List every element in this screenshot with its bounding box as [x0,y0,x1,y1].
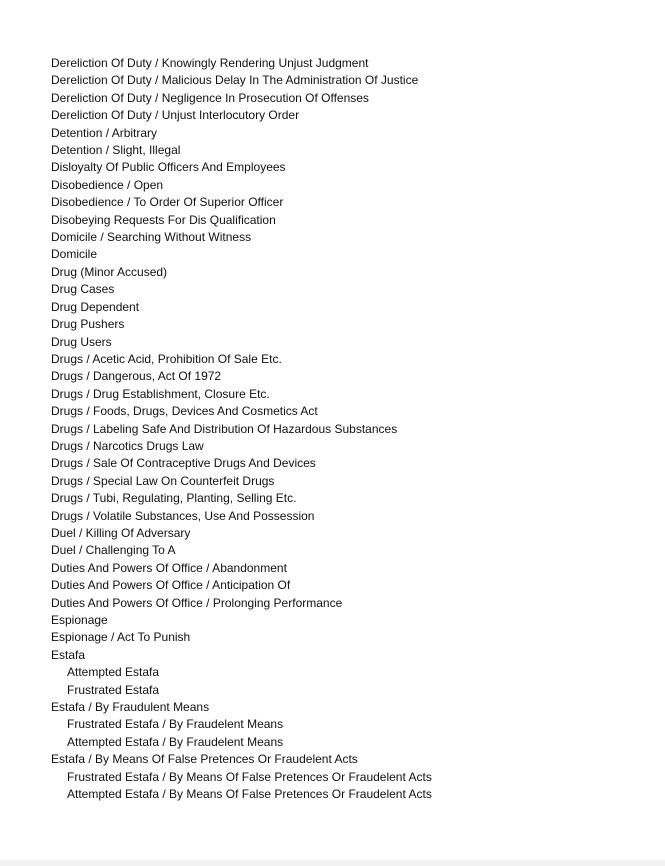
index-entry: Drugs / Dangerous, Act Of 1972 [51,369,222,384]
index-subentry: Attempted Estafa / By Fraudelent Means [67,734,284,749]
index-entry: Disobedience / Open [51,177,164,192]
index-entry: Dereliction Of Duty / Unjust Interlocutory Order [51,108,300,123]
index-entry: Duel / Killing Of Adversary [51,525,191,540]
index-entry: Dereliction Of Duty / Knowingly Rendering Unjust Judgment [51,56,369,70]
index-entry: Domicile / Searching Without Witness [51,230,252,245]
index-entry: Estafa [51,647,86,662]
index-subentry: Frustrated Estafa / By Fraudelent Means [67,717,284,732]
index-entry: Dereliction Of Duty / Malicious Delay In The Administration Of Justice [51,73,419,88]
index-entry: Drug Cases [51,282,115,297]
index-entry: Drugs / Tubi, Regulating, Planting, Selling Etc. [51,491,297,506]
index-entry: Drugs / Acetic Acid, Prohibition Of Sale Etc. [51,351,282,366]
index-entry: Disloyalty Of Public Officers And Employees [51,160,286,175]
index-subentry: Attempted Estafa / By Means Of False Pretences Or Fraudelent Acts [67,787,432,802]
index-entry: Espionage [51,613,108,627]
index-entry: Drugs / Drug Establishment, Closure Etc. [51,386,270,401]
index-entry: Domicile [51,247,98,262]
index-entry: Drug Pushers [51,317,125,332]
index-entry: Drugs / Volatile Substances, Use And Possession [51,508,315,523]
index-entry: Detention / Slight, Illegal [51,143,181,158]
index-entry: Duties And Powers Of Office / Prolonging Performance [51,595,343,610]
index-entry: Disobeying Requests For Dis Qualification [51,212,276,227]
index-entry: Drug Users [51,334,112,349]
index-entry: Duties And Powers Of Office / Anticipation Of [51,578,291,593]
index-entry: Drug Dependent [51,299,140,314]
index-entry: Disobedience / To Order Of Superior Officer [51,195,284,210]
index-entry: Estafa / By Means Of False Pretences Or Fraudelent Acts [51,752,358,767]
index-entry: Dereliction Of Duty / Negligence In Prosecution Of Offenses [51,90,369,105]
index-entry: Drugs / Special Law On Counterfeit Drugs [51,473,275,488]
subject-index-list [51,55,432,803]
index-subentry: Frustrated Estafa / By Means Of False Pretences Or Fraudelent Acts [67,769,432,784]
index-subentry: Attempted Estafa [67,665,160,680]
index-entry: Drugs / Labeling Safe And Distribution Of Hazardous Substances [51,421,398,436]
index-entry: Espionage / Act To Punish [51,630,191,645]
index-subentry: Frustrated Estafa [67,682,160,697]
index-entry: Drug (Minor Accused) [51,264,168,279]
index-entry: Estafa / By Fraudulent Means [51,700,210,715]
page-bottom-edge [0,860,665,866]
index-entry: Duel / Challenging To A [51,543,176,558]
index-entry: Duties And Powers Of Office / Abandonment [51,560,287,575]
index-entry: Detention / Arbitrary [51,125,158,140]
index-entry: Drugs / Sale Of Contraceptive Drugs And Devices [51,456,316,471]
index-entry: Drugs / Foods, Drugs, Devices And Cosmetics Act [51,404,318,419]
index-entry: Drugs / Narcotics Drugs Law [51,438,204,453]
